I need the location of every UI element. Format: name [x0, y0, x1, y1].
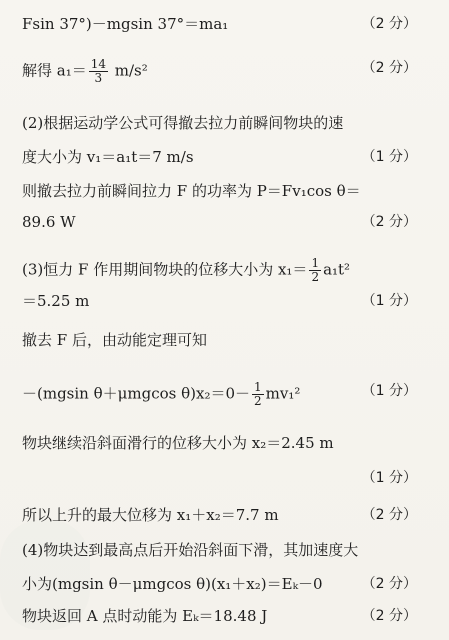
- text-line-15: [22, 574, 435, 594]
- score-label: （2 分）: [361, 16, 417, 32]
- fraction-denominator: 2: [311, 270, 320, 284]
- equation-text: Fsin 37°)－mgsin 37°＝ma₁: [22, 15, 229, 33]
- fraction: [309, 257, 321, 284]
- equation-suffix: m/s²: [110, 61, 148, 80]
- text-line-6: [22, 212, 435, 232]
- fraction: [89, 58, 108, 85]
- equation-line-2: [22, 58, 435, 85]
- text-line-16: [22, 606, 435, 626]
- score-label: （1 分）: [361, 383, 417, 399]
- solution-text: 则撤去拉力前瞬间拉力 F 的功率为 P＝Fv₁cos θ＝: [22, 182, 361, 200]
- equation-suffix: a₁t²: [323, 260, 351, 279]
- text-line-13: [22, 505, 435, 525]
- solution-text: 小为(mgsin θ－μmgcos θ)(x₁＋x₂)＝Eₖ－0: [22, 575, 323, 593]
- solution-text: (4)物块达到最高点后开始沿斜面下滑，其加速度大: [22, 541, 359, 559]
- text-line-4: [22, 147, 435, 167]
- equation-prefix: 解得 a₁＝: [22, 61, 87, 80]
- equation-prefix: (3)恒力 F 作用期间物块的位移大小为 x₁＝: [22, 260, 308, 279]
- text-line-9: [22, 330, 435, 350]
- fraction-numerator: 1: [311, 256, 320, 270]
- score-label: （1 分）: [361, 149, 417, 165]
- fraction-denominator: 2: [254, 394, 262, 408]
- score-label: （2 分）: [361, 214, 417, 230]
- text-line-7: [22, 257, 435, 284]
- text-line-5: [22, 181, 435, 201]
- solution-text: 度大小为 v₁＝a₁t＝7 m/s: [22, 148, 194, 166]
- text-line-3: [22, 113, 435, 133]
- text-line-14: [22, 540, 435, 560]
- equation-suffix: mv₁²: [265, 384, 301, 403]
- solution-text: 89.6 W: [22, 213, 76, 231]
- score-label: （2 分）: [361, 608, 417, 624]
- score-label: （2 分）: [361, 576, 417, 592]
- text-line-11: [22, 433, 435, 453]
- solution-text: (2)根据运动学公式可得撤去拉力前瞬间物块的速: [22, 114, 344, 132]
- fraction-numerator: 14: [90, 57, 107, 71]
- solution-text: 物块返回 A 点时动能为 Eₖ＝18.48 J: [22, 607, 268, 625]
- fraction: [252, 381, 264, 408]
- solution-text: ＝5.25 m: [22, 292, 90, 310]
- score-label: （1 分）: [361, 293, 417, 309]
- fraction-denominator: 3: [94, 71, 103, 85]
- solution-text: 所以上升的最大位移为 x₁＋x₂＝7.7 m: [22, 506, 279, 524]
- score-label: （1 分）: [361, 470, 417, 486]
- fraction-numerator: 1: [254, 380, 262, 394]
- solution-text: 撤去 F 后，由动能定理可知: [22, 331, 207, 349]
- equation-line-10: [22, 381, 435, 408]
- score-label: （2 分）: [361, 60, 417, 76]
- equation-line-1: [22, 14, 435, 34]
- score-label: （2 分）: [361, 507, 417, 523]
- solution-text: 物块继续沿斜面滑行的位移大小为 x₂＝2.45 m: [22, 434, 334, 452]
- equation-prefix: －(mgsin θ＋μmgcos θ)x₂＝0－: [22, 384, 251, 403]
- text-line-8: [22, 291, 435, 311]
